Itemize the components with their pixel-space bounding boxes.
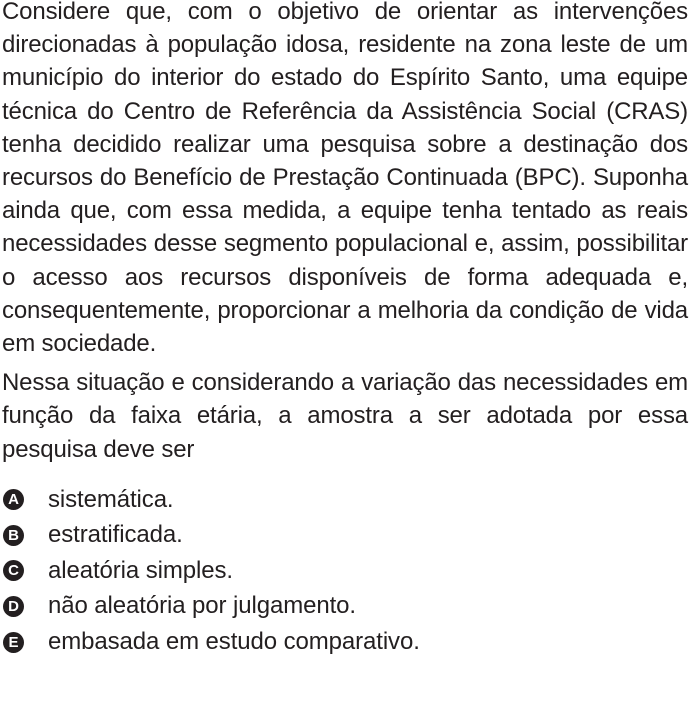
question-paragraph-2: Nessa situação e considerando a variação das necessidades em função da faixa etária, a amostra a ser adotada por essa pesquisa deve ser (2, 369, 688, 463)
option-b[interactable] (2, 517, 688, 553)
option-e-letter-badge: E (3, 632, 24, 653)
answer-options (2, 482, 688, 660)
option-b-text: estratificada. (48, 521, 183, 549)
option-a-text: sistemática. (48, 485, 174, 513)
option-e[interactable] (2, 624, 688, 660)
option-e-text: embasada em estudo comparativo. (48, 628, 420, 656)
option-d[interactable] (2, 589, 688, 625)
option-d-text: não aleatória por julgamento. (48, 592, 356, 620)
option-c-text: aleatória simples. (48, 556, 233, 584)
option-a-letter-badge: A (3, 489, 24, 510)
option-d-letter-badge: D (3, 596, 24, 617)
option-b-letter-badge: B (3, 525, 24, 546)
option-a[interactable] (2, 482, 688, 518)
option-c-letter-badge: C (3, 560, 24, 581)
option-c[interactable] (2, 553, 688, 589)
question-paragraph-1: Considere que, com o objetivo de orientar as intervenções direcionadas à população idosa, residente na zona leste de um município do interior do estado do Espírito Santo, uma equipe técnica do Centro de Referência da Assistência Social (CRAS) tenha decidido realizar uma pesquisa sobre a destinação dos recursos do Benefício de Prestação Continuada (BPC). Suponha ainda que, com essa medida, a equipe tenha tentado as reais necessidades desse segmento populacional e, assim, possibilitar o acesso aos recursos disponíveis de forma adequada e, consequentemente, proporcionar a melhoria da condição de vida em sociedade. (2, 0, 688, 358)
